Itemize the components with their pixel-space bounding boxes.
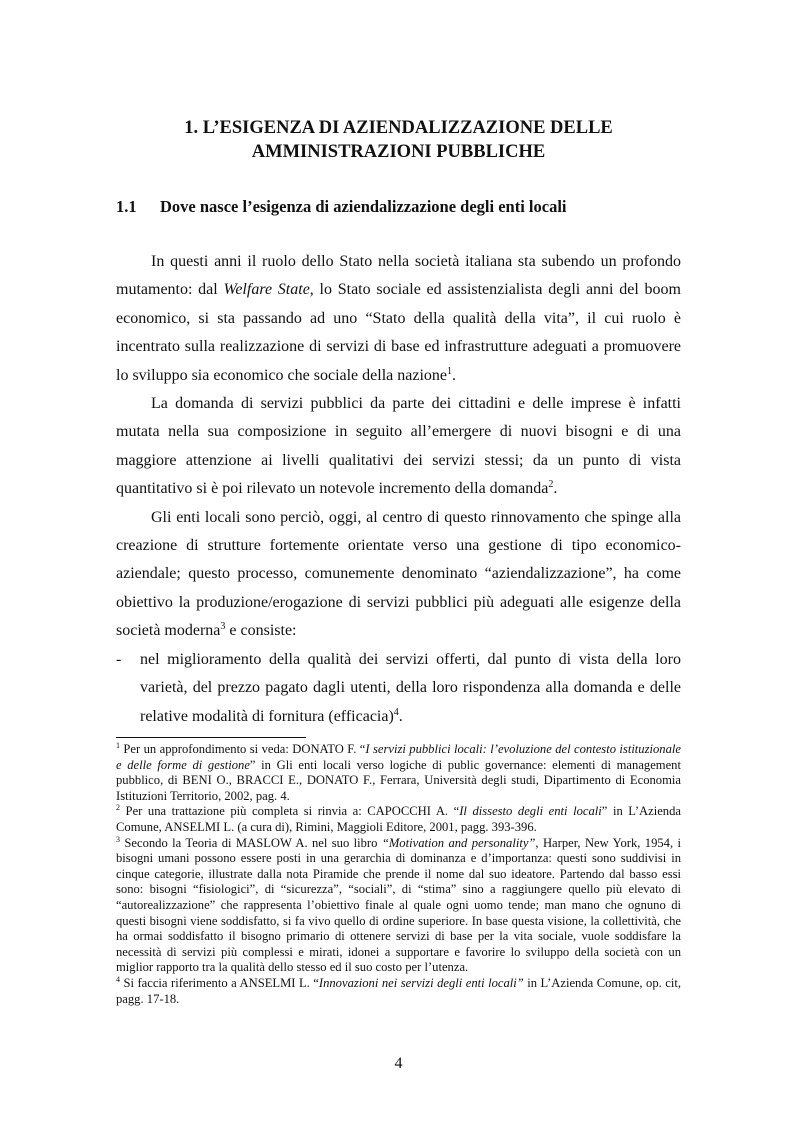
footnote-1-text-b: ” in Gli enti locali verso logiche di public governance: elementi di management pubblico, di BENI O., BRACCI E., DONATO F., Ferrara, Università degli studi, Dipartimento di Economia Istituzioni Territorio, 2002, pag. 4. <box>116 757 681 803</box>
section-number: 1.1 <box>116 197 137 216</box>
paragraph-3-end: e consiste: <box>225 622 297 640</box>
footnote-divider <box>116 737 306 738</box>
footnote-2-text-a: Per una trattazione più completa si rinvia a: CAPOCCHI A. “ <box>120 804 460 819</box>
footnote-3-text-a: Secondo la Teoria di MASLOW A. nel suo libro <box>120 835 382 850</box>
footnote-2-text-b: ” in L’Azienda Comune, ANSELMI L. (a cura di), Rimini, Maggioli Editore, 2001, pagg. 393-396. <box>116 804 681 834</box>
body-text <box>116 248 681 731</box>
footnote-4-italic: Innovazioni nei servizi degli enti locali” <box>318 975 524 990</box>
section-heading <box>116 196 681 218</box>
paragraph-1-text-a: In questi anni il ruolo dello Stato nella società italiana sta subendo un profondo mutamento: dal <box>116 253 681 299</box>
footnote-4-number: 4 <box>116 974 120 984</box>
footnote-2 <box>116 804 681 835</box>
footnote-1-text-a: Per un approfondimento si veda: DONATO F. “ <box>120 742 366 756</box>
footnote-3-text-b: , Harper, New York, 1954, i bisogni umani possono essere posti in una gerarchia di dominanza e d’importanza: questi sono suddivisi in cinque categorie, illustrate dalla nota Piramide che prende il nome dal suo ideatore. Partendo dal basso essi sono: bisogni “fisiologici”, di “sicurezza”, “sociali”, di “stima” sino a raggiungere quello più elevato di “autorealizzazione” che rappresenta l’obiettivo finale al quale ogni uomo tende; man mano che ognuno di questi bisogni viene soddisfatto, si fa vivo quello di ordine superiore. In base questa visione, la collettività, che ha ormai soddisfatto il bisogno primario di ottenere servizi di base per la vita sociale, vuole soddisfare la necessità di servizi più complessi e mirati, idonei a supportare e favorire lo sviluppo della società con un miglior rapporto tra la qualità dello stesso ed il suo costo per l’utenza. <box>116 835 682 975</box>
footnote-ref-3[interactable]: 3 <box>220 621 226 633</box>
paragraph-1-italic: Welfare State <box>223 281 310 299</box>
bullet-dash: - <box>116 650 122 668</box>
footnote-ref-2[interactable]: 2 <box>548 479 554 491</box>
page-number: 4 <box>394 1055 403 1072</box>
bullet-item-1-text-wrap <box>140 646 681 731</box>
footnote-ref-4[interactable]: 4 <box>393 706 399 718</box>
section-title: Dove nasce l’esigenza di aziendalizzazione degli enti locali <box>160 197 567 216</box>
footnote-1 <box>116 742 681 804</box>
footnote-4 <box>116 976 681 1007</box>
chapter-title <box>116 116 681 164</box>
footnote-2-number: 2 <box>116 803 120 813</box>
footnotes <box>116 742 681 1007</box>
footnote-1-number: 1 <box>116 741 120 750</box>
document-page <box>116 0 681 1123</box>
paragraph-2-text: La domanda di servizi pubblici da parte dei cittadini e delle imprese è infatti mutata nella sua composizione in seguito all’emergere di nuovi bisogni e di una maggiore attenzione ai livelli qualitativi dei servizi stessi; da un punto di vista quantitativo si è poi rilevato un notevole incremento della domanda <box>116 395 681 498</box>
bullet-item-1-text: nel miglioramento della qualità dei servizi offerti, dal punto di vista della loro varietà, del prezzo pagato dagli utenti, della loro rispondenza alla domanda e delle relative modalità di fornitura (efficacia) <box>140 650 681 725</box>
paragraph-2-end: . <box>553 480 558 498</box>
footnote-1-italic: I servizi pubblici locali: l’evoluzione del contesto istituzionale e delle forme di gestione <box>116 742 681 772</box>
footnote-ref-1[interactable]: 1 <box>447 365 452 377</box>
footnote-4-text-a: Si faccia riferimento a ANSELMI L. “ <box>120 975 319 990</box>
paragraph-2 <box>116 390 681 504</box>
footnote-3 <box>116 836 681 976</box>
paragraph-1 <box>116 248 681 390</box>
chapter-title-line-1: 1. L’ESIGENZA DI AZIENDALIZZAZIONE DELLE <box>184 118 613 138</box>
paragraph-1-end: . <box>452 366 456 384</box>
footnote-3-italic: “Motivation and personality” <box>381 835 536 850</box>
bullet-item-1-end: . <box>398 707 403 725</box>
footnote-4-text-b: in L’Azienda Comune, op. cit, pagg. 17-18. <box>116 975 681 1006</box>
paragraph-3 <box>116 504 681 646</box>
paragraph-3-text: Gli enti locali sono perciò, oggi, al centro di questo rinnovamento che spinge alla creazione di strutture fortemente orientate verso una gestione di tipo economico-aziendale; questo processo, comunemente denominato “aziendalizzazione”, ha come obiettivo la produzione/erogazione di servizi pubblici più adeguati alle esigenze della società moderna <box>116 508 681 640</box>
chapter-title-line-2: AMMINISTRAZIONI PUBBLICHE <box>251 142 546 162</box>
paragraph-1-text-b: , lo Stato sociale ed assistenzialista degli anni del boom economico, si sta passando ad uno “Stato della qualità della vita”, il cui ruolo è incentrato sulla realizzazione di servizi di base ed infrastrutture adeguati a promuovere lo sviluppo sia economico che sociale della nazione <box>116 281 681 384</box>
footnote-2-italic: Il dissesto degli enti locali <box>459 804 602 819</box>
bullet-item-1 <box>116 646 681 731</box>
footnote-3-number: 3 <box>116 834 120 844</box>
